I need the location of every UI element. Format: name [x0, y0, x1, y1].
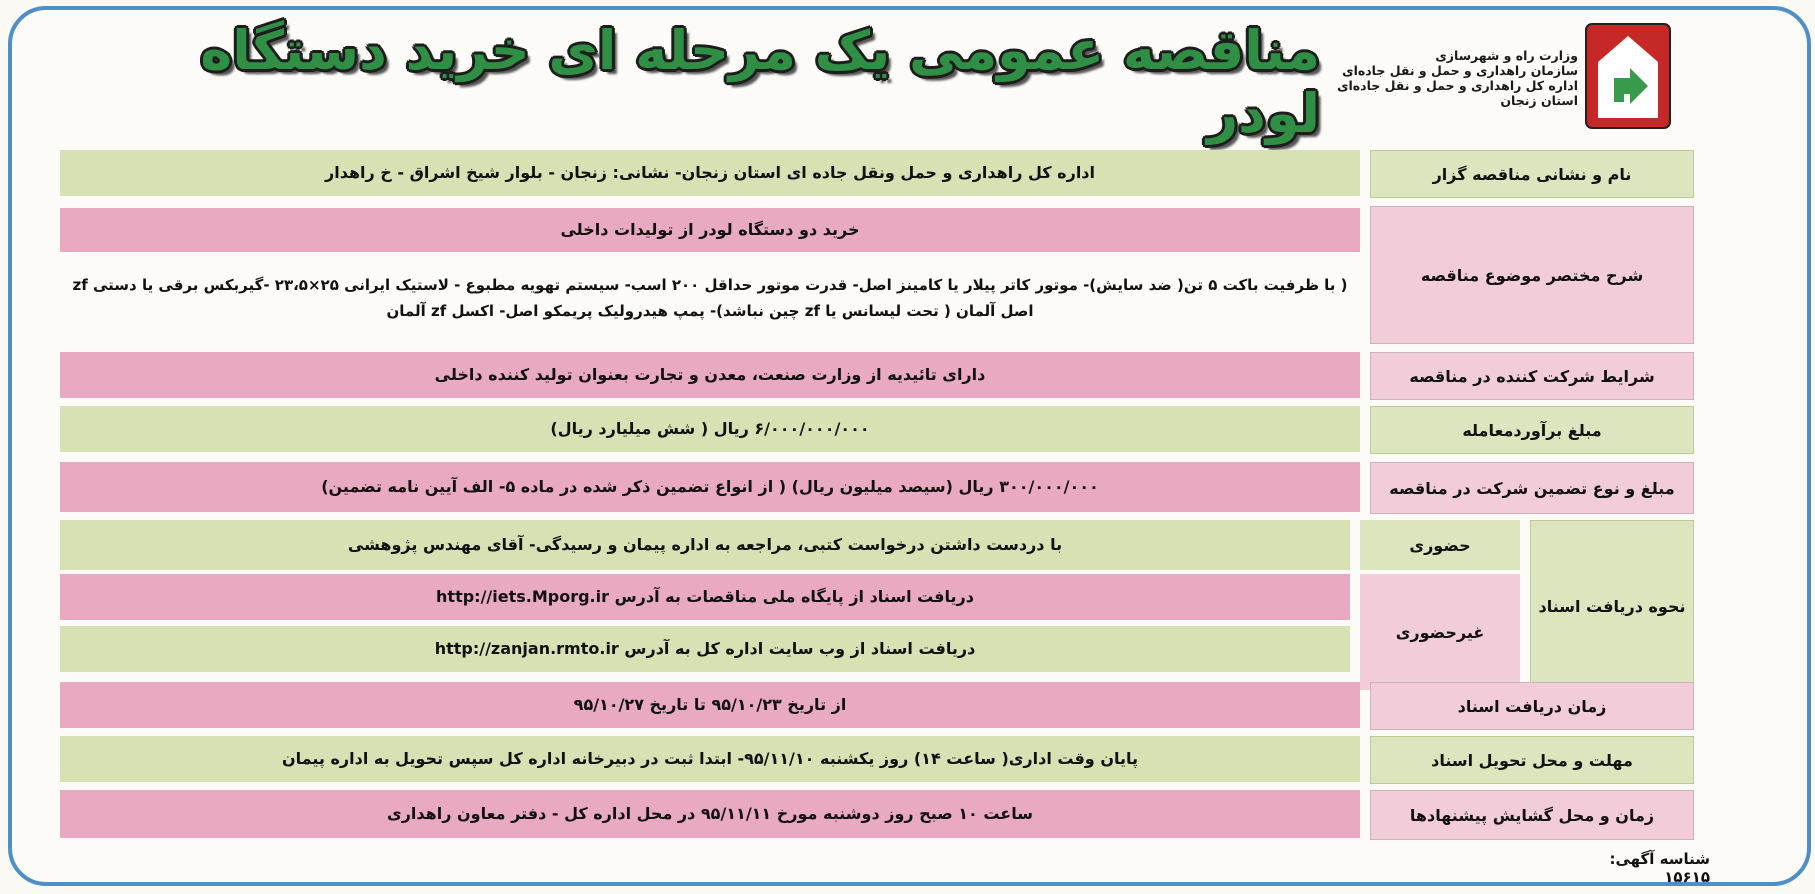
value-subject-spec-2: اصل آلمان ( تحت لیسانس یا zf چین نباشد)- پمپ هیدرولیک پریمکو اصل- اکسل zf آلمان: [386, 302, 1034, 320]
organization-block: [1338, 48, 1578, 108]
label-guarantee: مبلغ و نوع تضمین شرکت در مناقصه: [1370, 462, 1694, 514]
value-participant-conditions: دارای تائیدیه از وزارت صنعت، معدن و تجارت بعنوان تولید کننده داخلی: [60, 352, 1360, 398]
label-estimate: مبلغ برآوردمعامله: [1370, 406, 1694, 454]
value-opening: ساعت ۱۰ صبح روز دوشنبه مورخ ۹۵/۱۱/۱۱ در محل اداره کل - دفتر معاون راهداری: [60, 790, 1360, 838]
label-documents-method: نحوه دریافت اسناد: [1530, 520, 1694, 692]
ad-identifier: شناسه آگهی: ۱۵۶۱۵: [1609, 850, 1710, 886]
label-remote: غیرحضوری: [1360, 574, 1520, 690]
rmto-logo-icon: [1584, 22, 1672, 130]
value-documents-time: از تاریخ ۹۵/۱۰/۲۳ تا تاریخ ۹۵/۱۰/۲۷: [60, 682, 1360, 728]
value-tender-issuer: اداره کل راهداری و حمل ونقل جاده ای استان زنجان- نشانی: زنجان - بلوار شیخ اشراق - خ راهدار: [60, 150, 1360, 196]
value-remote-national-portal: دریافت اسناد از پایگاه ملی مناقصات به آدرس http://iets.Mporg.ir: [60, 574, 1350, 620]
label-participant-conditions: شرایط شرکت کننده در مناقصه: [1370, 352, 1694, 400]
value-deadline: پایان وقت اداری( ساعت ۱۴) روز یکشنبه ۹۵/۱۱/۱۰- ابتدا ثبت در دبیرخانه اداره کل سپس تحویل به اداره پیمان: [60, 736, 1360, 782]
value-subject-main: خرید دو دستگاه لودر از تولیدات داخلی: [60, 208, 1360, 252]
label-opening: زمان و محل گشایش پیشنهادها: [1370, 790, 1694, 840]
label-in-person: حضوری: [1360, 520, 1520, 570]
organization-line: استان زنجان: [1500, 93, 1578, 108]
value-in-person: با دردست داشتن درخواست کتبی، مراجعه به اداره پیمان و رسیدگی- آقای مهندس پژوهشی: [60, 520, 1350, 570]
organization-line: اداره کل راهداری و حمل و نقل جاده‌ای: [1337, 78, 1578, 93]
ad-headline: مناقصه عمومی یک مرحله ای خرید دستگاه لودر: [200, 19, 1320, 145]
label-tender-issuer: نام و نشانی مناقصه گزار: [1370, 150, 1694, 198]
value-subject-spec-1: ( با ظرفیت باکت ۵ تن( ضد سایش)- موتور کاتر پیلار یا کامینز اصل- قدرت موتور حداقل ۲۰۰ اسب- سیستم تهویه مطبوع - لاستیک ایرانی ۲۵×۲۳،۵ -گیربکس برقی یا دستی zf: [72, 276, 1348, 294]
value-guarantee: ۳۰۰/۰۰۰/۰۰۰ ریال (سیصد میلیون ریال) ( از انواع تضمین ذکر شده در ماده ۵- الف آیین نامه تضمین): [60, 462, 1360, 512]
organization-line: سازمان راهداری و حمل و نقل جاده‌ای: [1342, 63, 1578, 78]
label-subject: شرح مختصر موضوع مناقصه: [1370, 206, 1694, 344]
value-remote-website: دریافت اسناد از وب سایت اداره کل به آدرس http://zanjan.rmto.ir: [60, 626, 1350, 672]
value-estimate: ۶/۰۰۰/۰۰۰/۰۰۰ ریال ( شش میلیارد ریال): [60, 406, 1360, 452]
label-documents-time: زمان دریافت اسناد: [1370, 682, 1694, 730]
organization-line: وزارت راه و شهرسازی: [1435, 48, 1578, 63]
label-deadline: مهلت و محل تحویل اسناد: [1370, 736, 1694, 784]
